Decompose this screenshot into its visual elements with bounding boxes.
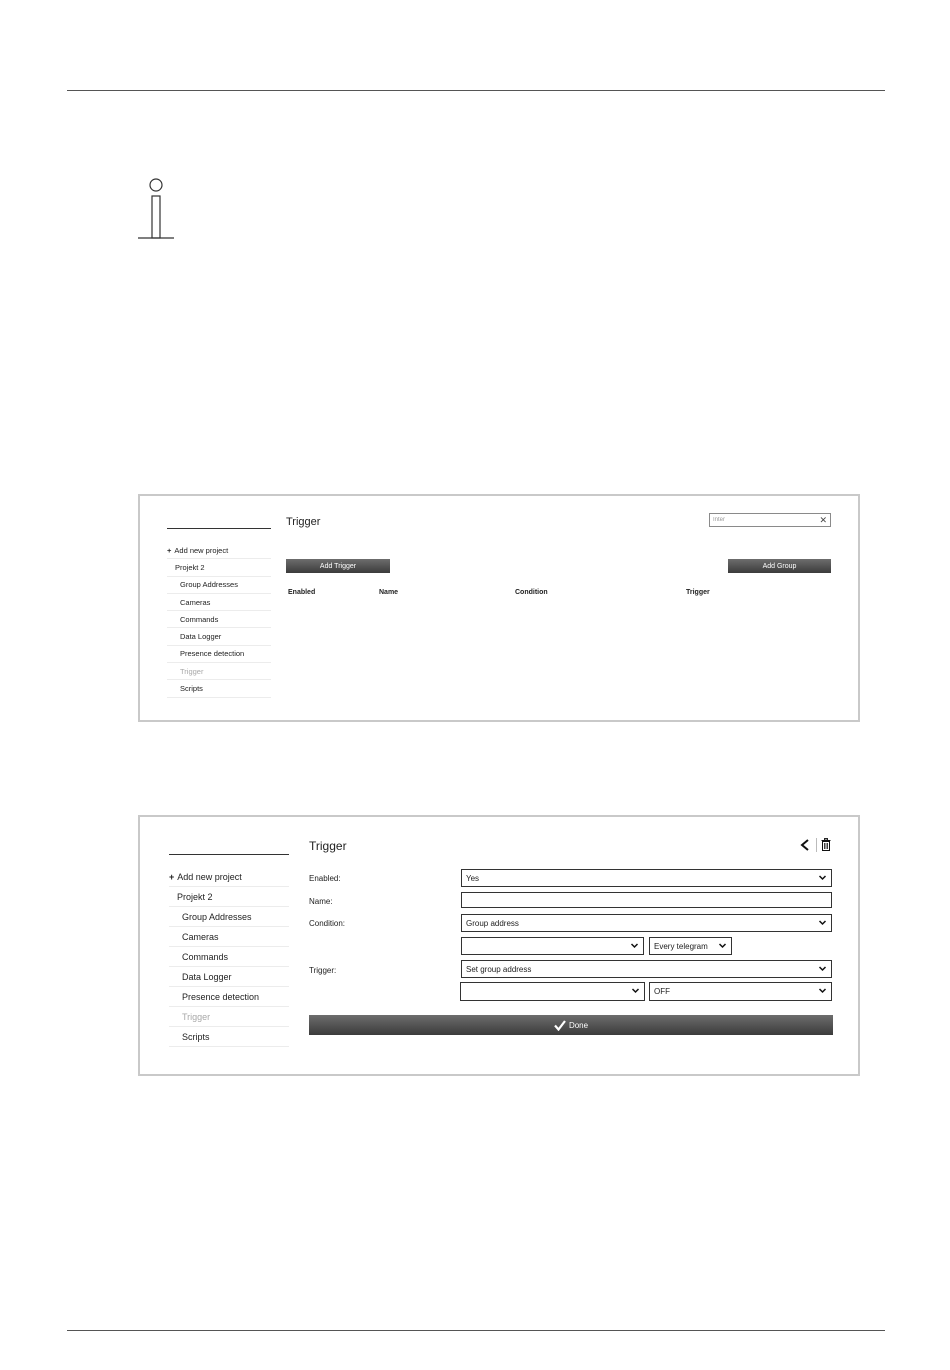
enabled-label: Enabled: [309,874,341,883]
filter-input[interactable] [710,515,819,526]
toolbar-divider [816,838,817,852]
condition-value: Group address [466,918,519,928]
plus-icon: + [167,545,172,555]
sidebar-item-group-addresses[interactable] [169,907,289,927]
trigger-state-select[interactable] [649,982,832,1001]
trigger-address-select[interactable] [460,982,645,1001]
sidebar-item-commands[interactable] [167,611,271,628]
trigger-list-screenshot [138,494,860,722]
chevron-down-icon [630,941,639,950]
sidebar-add-project[interactable] [167,542,271,559]
chevron-down-icon [818,918,827,927]
trigger-select[interactable] [461,960,832,978]
sidebar-project[interactable] [169,887,289,907]
header-rule [67,90,885,91]
sidebar-project-label: Projekt 2 [177,891,213,902]
trigger-state-value: OFF [654,987,670,996]
close-icon[interactable]: ✕ [819,514,827,525]
condition-mode-select[interactable] [649,937,732,955]
sidebar-item-label: Group Addresses [180,580,238,590]
sidebar-project-label: Projekt 2 [175,562,205,572]
column-header-enabled[interactable]: Enabled [288,589,316,596]
sidebar-item-scripts[interactable] [167,680,271,697]
filter-box [709,513,831,527]
chevron-down-icon [818,873,827,882]
sidebar-item-label: Cameras [180,597,211,607]
sidebar-item-label: Data Logger [182,971,232,982]
done-button[interactable] [309,1015,833,1035]
info-icon [138,178,174,240]
sidebar-item-label: Presence detection [180,649,245,659]
chevron-left-icon[interactable] [800,839,810,851]
footer-rule [67,1330,885,1331]
page-title: Trigger [309,839,347,853]
trash-icon[interactable] [821,838,831,851]
trigger-edit-screenshot [138,815,860,1076]
condition-mode-value: Every telegram [654,941,708,951]
chevron-down-icon [818,986,827,995]
condition-address-select[interactable] [461,937,644,955]
column-header-name[interactable]: Name [379,589,399,596]
sidebar-add-project-label: Add new project [177,871,242,882]
sidebar-top-rule [167,528,271,529]
sidebar [169,854,289,1047]
condition-select[interactable] [461,914,832,932]
sidebar-top-rule [169,854,289,855]
sidebar-add-project-label: Add new project [174,545,229,555]
enabled-value: Yes [466,873,480,883]
sidebar-item-label: Commands [182,951,229,962]
plus-icon: + [169,871,175,882]
chevron-down-icon [818,964,827,973]
done-label: Done [568,1020,589,1030]
sidebar-item-commands[interactable] [169,947,289,967]
column-header-trigger[interactable]: Trigger [686,589,710,596]
sidebar-item-data-logger[interactable] [169,967,289,987]
add-trigger-button[interactable]: Add Trigger [286,559,390,573]
page-title: Trigger [286,516,321,528]
sidebar-item-label: Trigger [180,666,204,676]
name-label: Name: [309,897,333,906]
sidebar-item-label: Commands [180,614,219,624]
sidebar-item-label: Trigger [182,1011,211,1022]
sidebar-item-trigger[interactable] [167,663,271,680]
condition-label: Condition: [309,919,346,928]
sidebar-project[interactable] [167,559,271,576]
sidebar-item-cameras[interactable] [169,927,289,947]
sidebar [167,528,271,698]
sidebar-item-trigger[interactable] [169,1007,289,1027]
sidebar-item-scripts[interactable] [169,1027,289,1047]
name-field-box [461,892,832,908]
sidebar-item-data-logger[interactable] [167,628,271,645]
chevron-down-icon [718,941,727,950]
sidebar-item-label: Scripts [180,684,203,694]
sidebar-item-label: Presence detection [182,991,260,1002]
sidebar-item-label: Scripts [182,1031,210,1042]
sidebar-item-label: Group Addresses [182,911,252,922]
sidebar-item-presence-detection[interactable] [169,987,289,1007]
checkmark-icon [554,1020,566,1031]
column-header-condition[interactable]: Condition [515,589,548,596]
sidebar-add-project[interactable] [169,867,289,887]
trigger-value: Set group address [466,964,532,974]
sidebar-item-label: Cameras [182,931,219,942]
name-input[interactable] [462,895,831,909]
chevron-down-icon [631,986,640,995]
add-group-button[interactable]: Add Group [728,559,831,573]
trigger-label: Trigger: [309,966,337,975]
sidebar-item-group-addresses[interactable] [167,577,271,594]
sidebar-item-cameras[interactable] [167,594,271,611]
sidebar-item-presence-detection[interactable] [167,646,271,663]
sidebar-item-label: Data Logger [180,632,222,642]
enabled-select[interactable] [461,869,832,887]
